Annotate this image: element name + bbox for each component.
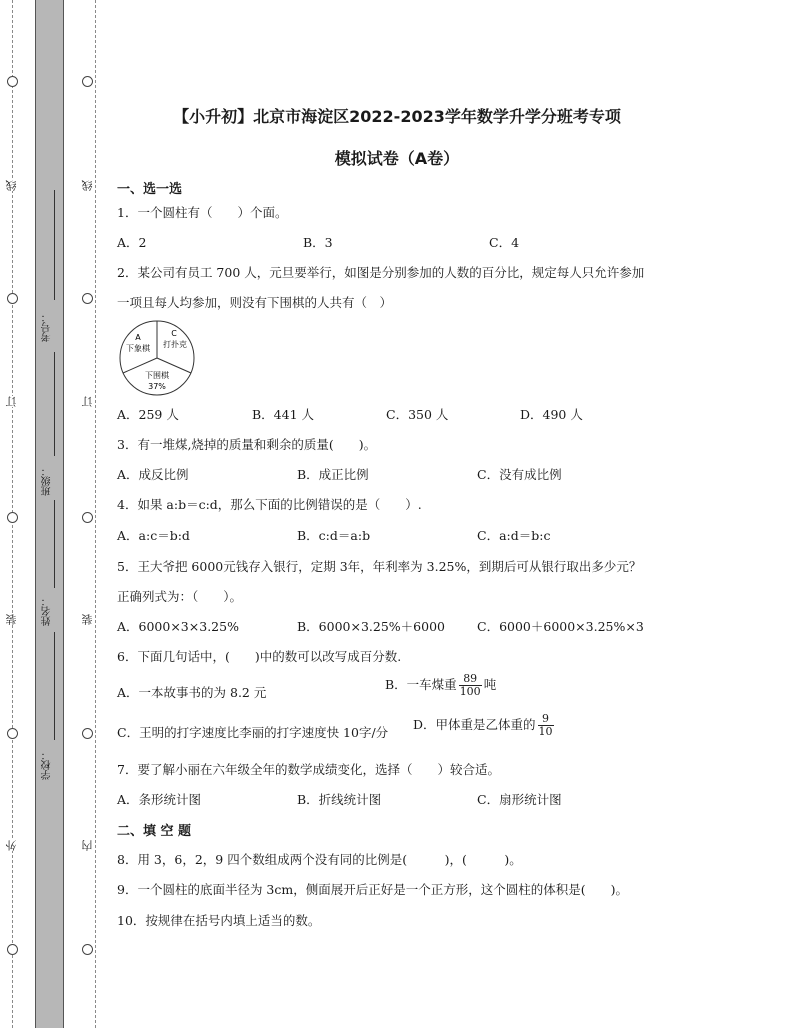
question-2-cont: 一项且每人均参加，则没有下围棋的人共有（ ）	[117, 295, 393, 310]
binding-hole	[82, 76, 93, 87]
binding-hole	[82, 512, 93, 523]
fraction-denominator: 100	[459, 685, 481, 698]
section-heading: 一、选一选	[117, 182, 183, 197]
question-5-cont: 正确列式为：（ ）。	[117, 589, 243, 604]
option-b-suffix: 吨	[483, 677, 497, 692]
question-1: 1．一个圆柱有（ ）个面。	[117, 205, 288, 220]
option-a: A．a:c＝b:d	[117, 528, 190, 543]
question-7: 7．要了解小丽在六年级全年的数学成绩变化，选择（ ）较合适。	[117, 762, 500, 777]
fraction-numerator: 9	[538, 713, 554, 726]
pie-label-go-text: 下围棋	[145, 371, 169, 380]
question-2: 2．某公司有员工 700 人，元旦要举行，如图是分别参加的人数的百分比，规定每人只允许参加	[117, 265, 645, 280]
inner-margin-char: 线	[81, 180, 94, 191]
option-c: C．扇形统计图	[477, 792, 562, 807]
outer-margin-char: 线	[5, 180, 18, 191]
question-5: 5．王大爷把 6000元钱存入银行，定期 3年，年利率为 3.25%，到期后可从银行取出多少元？	[117, 559, 642, 574]
outer-margin-char: 装	[5, 614, 18, 625]
option-c: C．350 人	[386, 407, 449, 422]
field-label-name: 姓名：	[42, 596, 53, 626]
binding-hole	[7, 512, 18, 523]
pie-label-a-text: 下象棋	[126, 344, 150, 353]
option-c: C．没有成比例	[477, 467, 562, 482]
option-a: A．6000×3×3.25%	[117, 619, 239, 634]
fraction-numerator: 89	[459, 673, 482, 686]
field-label-class: 班级：	[42, 466, 53, 496]
option-d-prefix: D．甲体重是乙体重的	[413, 717, 536, 732]
inner-margin-char: 订	[81, 396, 94, 407]
option-c: C．6000＋6000×3.25%×3	[477, 619, 644, 634]
question-4: 4．如果 a:b＝c:d，那么下面的比例错误的是（ ）.	[117, 497, 422, 512]
fraction	[538, 713, 554, 738]
option-b: B．6000×3.25%＋6000	[297, 619, 445, 634]
option-b: B．3	[303, 235, 333, 250]
field-label-school: 学校：	[42, 750, 53, 780]
binding-hole	[7, 728, 18, 739]
field-line-exam-number[interactable]	[54, 190, 55, 300]
page-subtitle: 模拟试卷（A卷）	[334, 149, 460, 168]
option-d: D．490 人	[520, 407, 583, 422]
binding-hole	[7, 76, 18, 87]
question-8: 8．用 3，6，2，9 四个数组成两个没有同的比例是( )，( )。	[117, 852, 522, 867]
option-b-prefix: B．一车煤重	[385, 677, 457, 692]
binding-band	[35, 0, 64, 1028]
option-a: A．条形统计图	[117, 792, 202, 807]
option-c: C．4	[489, 235, 520, 250]
question-9: 9．一个圆柱的底面半径为 3cm，侧面展开后正好是一个正方形，这个圆柱的体积是( )。	[117, 882, 628, 897]
question-10: 10．按规律在括号内填上适当的数。	[117, 913, 321, 928]
option-b: B．折线统计图	[297, 792, 382, 807]
option-c: C．a:d＝b:c	[477, 528, 551, 543]
binding-hole	[82, 293, 93, 304]
question-6: 6．下面几句话中，( )中的数可以改写成百分数.	[117, 649, 402, 664]
binding-hole	[82, 728, 93, 739]
option-a: A．2	[117, 235, 147, 250]
pie-label-a-letter: A	[135, 333, 141, 342]
field-label-exam-number: 考号：	[42, 312, 53, 342]
inner-margin-char: 装	[81, 614, 94, 625]
fraction	[459, 673, 482, 698]
option-b: B．成正比例	[297, 467, 369, 482]
option-a: A．259 人	[117, 407, 179, 422]
pie-label-c-text: 打扑克	[163, 340, 187, 349]
option-a: A．一本故事书的为 8.2 元	[117, 685, 267, 700]
pie-chart	[117, 318, 199, 398]
binding-hole	[7, 293, 18, 304]
binding-hole	[7, 944, 18, 955]
field-line-school[interactable]	[54, 632, 55, 740]
page-title: 【小升初】北京市海淀区2022-2023学年数学升学分班考专项	[173, 107, 621, 126]
option-d	[413, 713, 556, 738]
pie-label-c-letter: C	[171, 329, 177, 338]
fraction-denominator: 10	[538, 725, 553, 738]
outer-margin-char: 外	[5, 840, 18, 851]
option-b: B．441 人	[252, 407, 315, 422]
pie-label-go-pct: 37%	[148, 382, 166, 391]
question-3: 3．有一堆煤,烧掉的质量和剩余的质量( )。	[117, 437, 377, 452]
binding-hole	[82, 944, 93, 955]
option-b: B．c:d＝a:b	[297, 528, 371, 543]
option-b	[385, 673, 496, 698]
field-line-name[interactable]	[54, 500, 55, 588]
section-heading: 二、填 空 题	[117, 824, 192, 839]
inner-margin-char: 内	[81, 840, 94, 851]
field-line-class[interactable]	[54, 352, 55, 456]
inner-cut-line	[95, 0, 96, 1028]
option-c: C．王明的打字速度比李丽的打字速度快 10字/分	[117, 725, 389, 740]
option-a: A．成反比例	[117, 467, 189, 482]
outer-margin-char: 订	[5, 396, 18, 407]
